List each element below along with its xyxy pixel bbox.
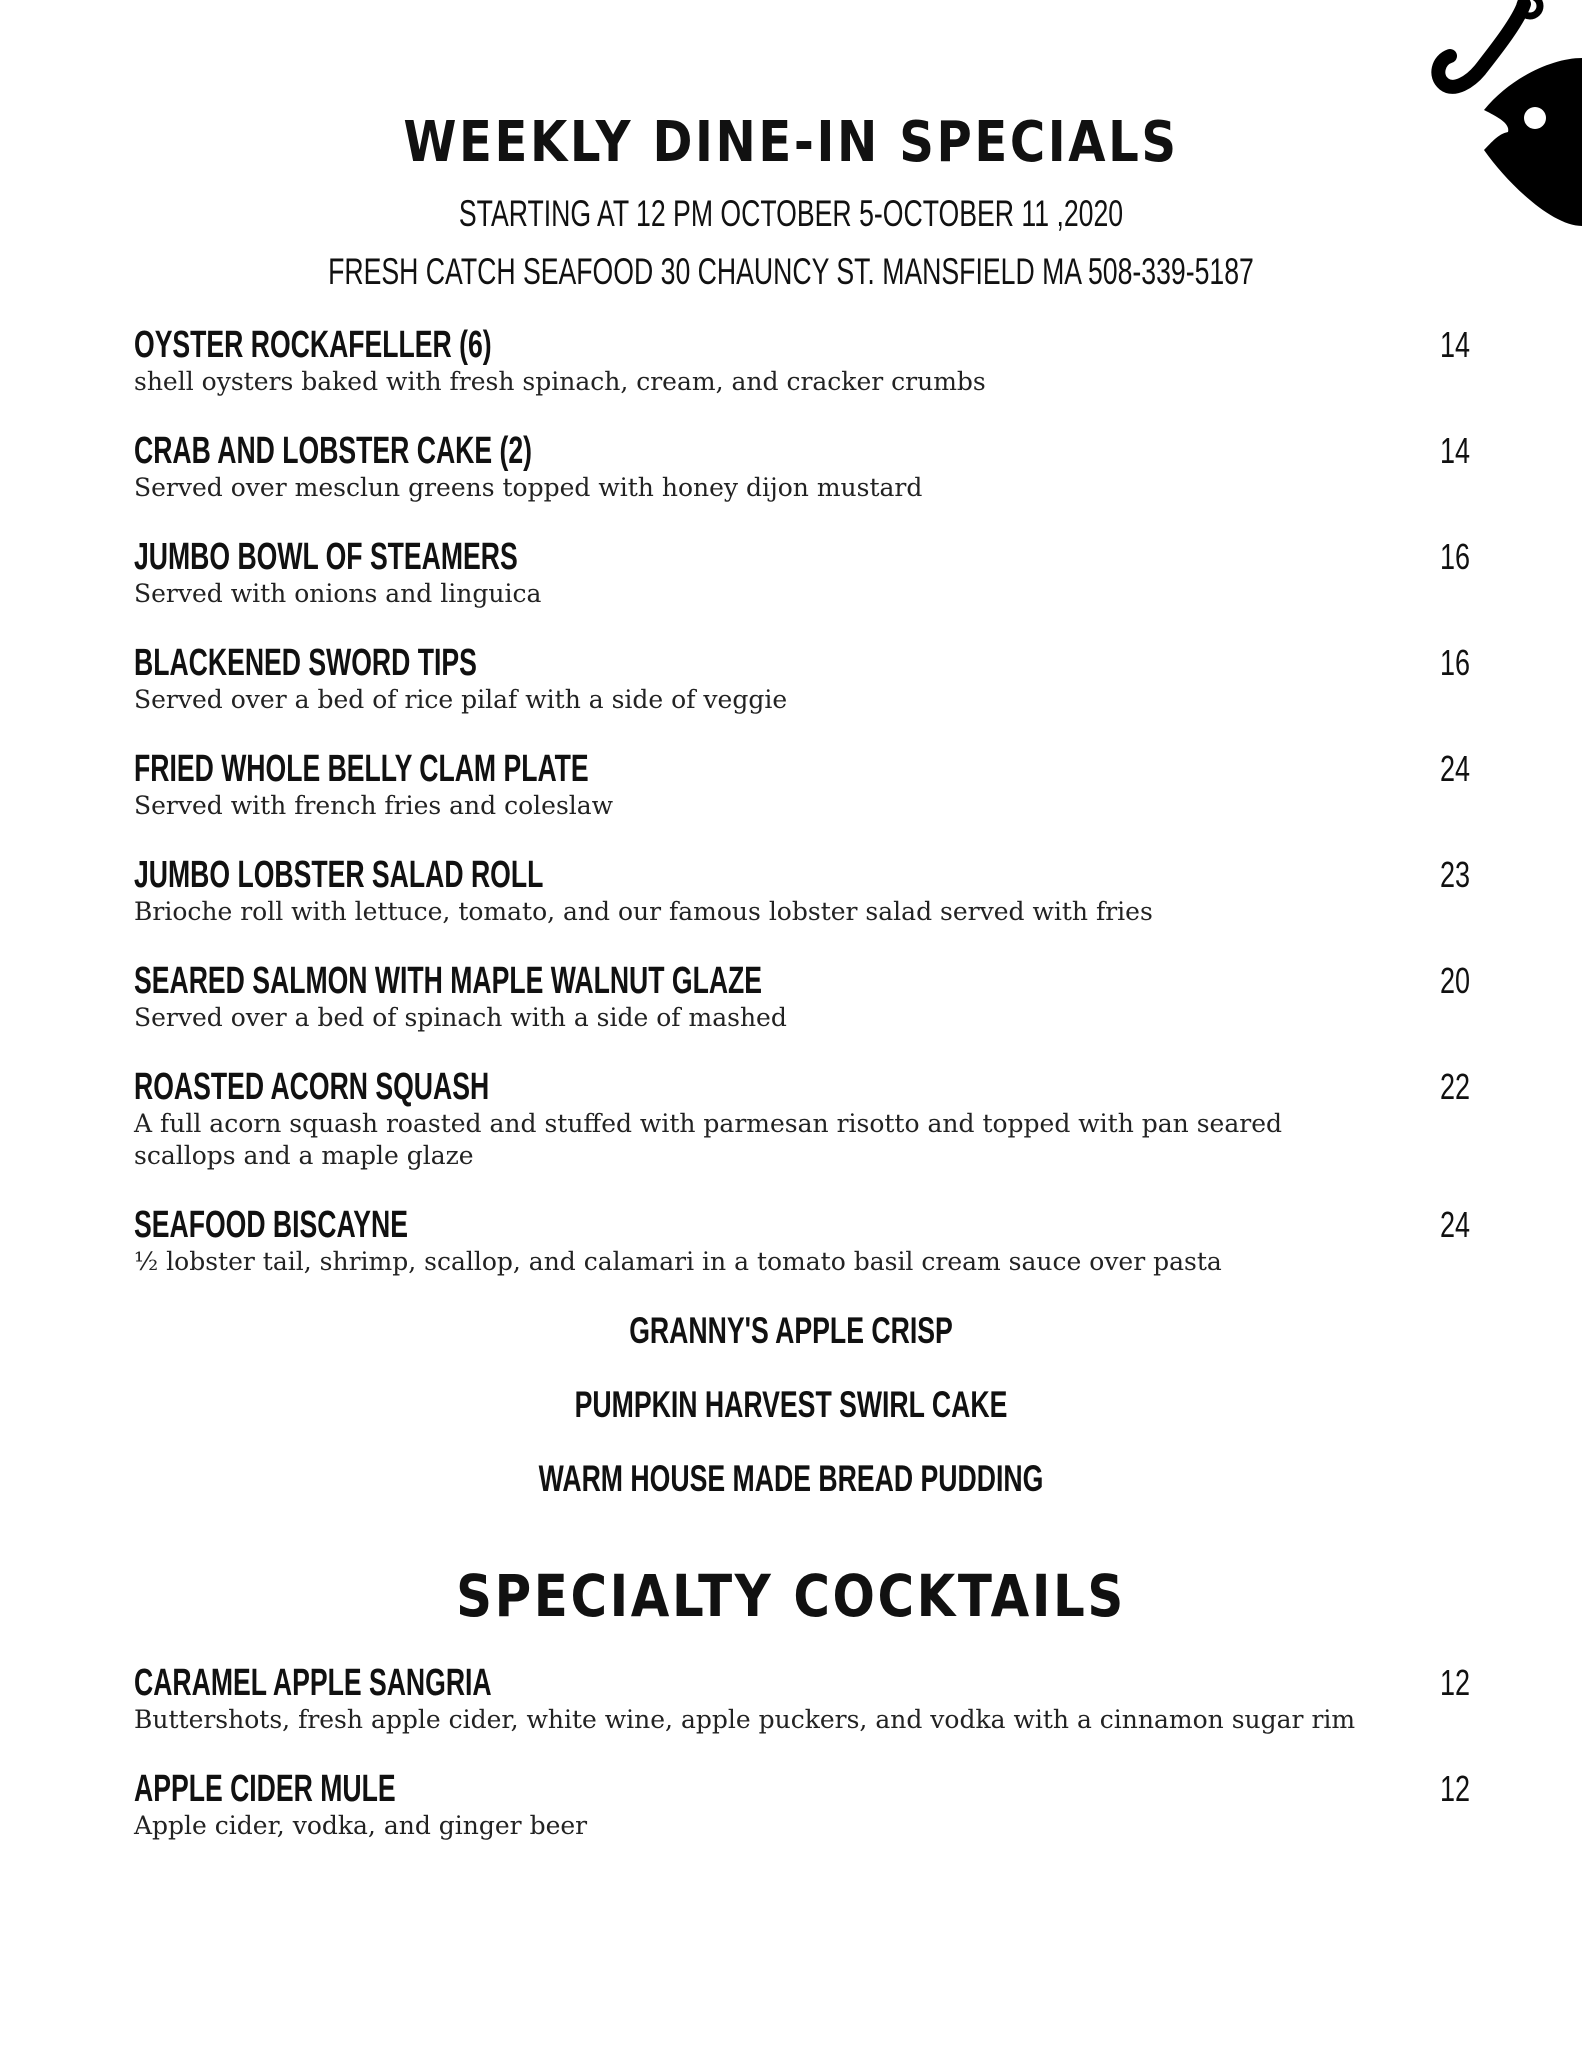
cocktail-item (134, 1768, 1470, 1842)
item-name: OYSTER ROCKAFELLER (6) (134, 324, 492, 366)
menu-item (134, 1204, 1470, 1278)
menu-item (134, 642, 1470, 716)
restaurant-info: FRESH CATCH SEAFOOD 30 CHAUNCY ST. MANSFIELD MA 508-339-5187 (328, 251, 1254, 292)
item-name: CARAMEL APPLE SANGRIA (134, 1662, 492, 1704)
dessert-item: PUMPKIN HARVEST SWIRL CAKE (574, 1384, 1008, 1425)
item-description: Served over a bed of spinach with a side of mashed (134, 1003, 787, 1032)
item-name: APPLE CIDER MULE (134, 1768, 396, 1810)
item-price: 24 (1439, 748, 1470, 789)
item-price: 16 (1439, 642, 1470, 683)
item-description: Served over a bed of rice pilaf with a side of veggie (134, 685, 788, 714)
item-description: A full acorn squash roasted and stuffed with parmesan risotto and topped with pan seared scallops and a maple glaze (134, 1109, 1283, 1170)
item-price: 20 (1439, 960, 1470, 1001)
item-description: shell oysters baked with fresh spinach, cream, and cracker crumbs (134, 367, 986, 396)
page-title: WEEKLY DINE-IN SPECIALS (403, 110, 1179, 175)
item-price: 22 (1439, 1066, 1470, 1107)
menu-item (134, 1066, 1470, 1172)
menu-item (134, 324, 1470, 398)
cocktail-item (134, 1662, 1470, 1736)
menu-item (134, 960, 1470, 1034)
item-description: Served with french fries and coleslaw (134, 791, 614, 820)
dessert-item: WARM HOUSE MADE BREAD PUDDING (538, 1458, 1044, 1499)
item-description: Apple cider, vodka, and ginger beer (134, 1811, 588, 1840)
menu-item (134, 536, 1470, 610)
item-name: CRAB AND LOBSTER CAKE (2) (134, 430, 533, 472)
item-name: ROASTED ACORN SQUASH (134, 1066, 490, 1108)
item-description: ½ lobster tail, shrimp, scallop, and calamari in a tomato basil cream sauce over pasta (134, 1247, 1222, 1276)
item-description: Brioche roll with lettuce, tomato, and our famous lobster salad served with fries (134, 897, 1153, 926)
cocktails-title: SPECIALTY COCKTAILS (456, 1562, 1126, 1630)
menu-item (134, 748, 1470, 822)
item-price: 16 (1439, 536, 1470, 577)
item-name: BLACKENED SWORD TIPS (134, 642, 477, 684)
date-line: STARTING AT 12 PM OCTOBER 5-OCTOBER 11 ,2020 (458, 193, 1124, 234)
item-name: FRIED WHOLE BELLY CLAM PLATE (134, 748, 589, 790)
item-price: 14 (1439, 430, 1470, 471)
item-name: JUMBO BOWL OF STEAMERS (134, 536, 518, 578)
item-description: Served with onions and linguica (134, 579, 542, 608)
item-description: Served over mesclun greens topped with honey dijon mustard (134, 473, 923, 502)
item-name: SEARED SALMON WITH MAPLE WALNUT GLAZE (134, 960, 763, 1002)
item-description: Buttershots, fresh apple cider, white wine, apple puckers, and vodka with a cinnamon sugar rim (134, 1705, 1356, 1734)
menu-item (134, 854, 1470, 928)
item-name: SEAFOOD BISCAYNE (134, 1204, 408, 1246)
item-price: 12 (1439, 1662, 1470, 1703)
item-price: 23 (1439, 854, 1470, 895)
item-price: 14 (1439, 324, 1470, 365)
dessert-item: GRANNY'S APPLE CRISP (629, 1310, 953, 1351)
menu-item (134, 430, 1470, 504)
item-name: JUMBO LOBSTER SALAD ROLL (134, 854, 544, 896)
item-price: 12 (1439, 1768, 1470, 1809)
item-price: 24 (1439, 1204, 1470, 1245)
